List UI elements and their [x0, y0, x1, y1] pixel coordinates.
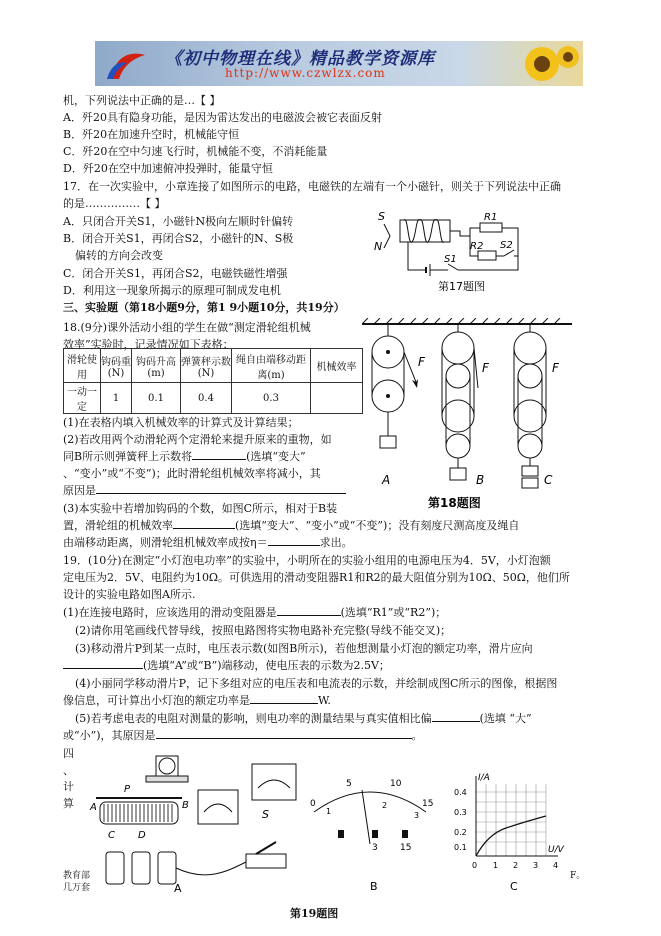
- section4-char-2: 、: [63, 764, 74, 777]
- q19-part-4b: [63, 692, 331, 709]
- fig19-sub-label-c: C: [510, 880, 518, 893]
- q17-option-a: A．只闭合开关S1，小磁针N极向左顺时针偏转: [63, 215, 294, 228]
- banner-url: http://www.czwlzx.com: [225, 66, 386, 80]
- terminal-label-15: 15: [400, 843, 412, 853]
- pulley-label-c: C: [544, 473, 553, 487]
- q19-part-5c-text: 或“小”)，其原因是: [63, 729, 156, 742]
- movable-pulley-c1: [514, 400, 546, 432]
- resistor-r2: [478, 251, 496, 260]
- table-cell: 0.4: [181, 383, 232, 414]
- fixed-pulley-c1: [514, 332, 546, 364]
- part-label-p: P: [124, 784, 131, 795]
- table-header-row: [64, 349, 363, 383]
- table-cell: 1: [101, 383, 132, 414]
- q18-caption: 第18题图: [428, 496, 481, 510]
- force-label-c: F: [552, 361, 559, 375]
- graph-y-tick: 0.1: [454, 843, 467, 852]
- q18-part-1: (1)在表格内填入机械效率的计算式及计算结果；: [63, 416, 299, 429]
- q17-label-r2: R2: [470, 241, 484, 252]
- section4-char-1: 四: [63, 747, 74, 760]
- q19-part-4b-text: 像信息，可计算出小灯泡的额定功率是: [63, 694, 250, 707]
- site-logo-icon: [101, 45, 151, 83]
- pulley-label-b: B: [476, 473, 485, 487]
- q19-line-3: 设计的实验电路如图A所示.: [63, 588, 196, 601]
- q18-part-3d: [63, 534, 353, 551]
- header-banner: [95, 41, 583, 86]
- q16-option-c: C．歼20在空中匀速飞行时，机械能不变，不消耗能量: [63, 145, 328, 158]
- battery-cell-3: [158, 852, 176, 884]
- sunflower-icon: [520, 43, 580, 85]
- weight-block-c2: [522, 478, 538, 488]
- q19-part-4c-text: W.: [318, 694, 331, 707]
- graph-x-label: U/V: [548, 845, 564, 855]
- table-header-cell: 绳自由端移动距离(m): [232, 349, 311, 383]
- dial-tick-5: 5: [346, 779, 352, 789]
- q16-option-a: A．歼20具有隐身功能，是因为雷达发出的电磁波会被它表面反射: [63, 111, 382, 124]
- section3-heading: 三、实验题（第18小题9分，第1 9小题10分，共19分）: [63, 301, 345, 314]
- q18-part-2a: (2)若改用两个动滑轮两个定滑轮来提升原来的重物，如: [63, 433, 332, 446]
- q17-label-r1: R1: [484, 212, 498, 223]
- battery-cell-2: [132, 852, 150, 884]
- q19-part-5d-text: 。: [411, 729, 423, 742]
- footer-fragment-1: 教育部: [63, 871, 91, 881]
- force-label-a: F: [418, 355, 425, 369]
- q17-label-s1: S1: [444, 254, 457, 265]
- section4-char-4: 算: [63, 797, 74, 810]
- part-label-s: S: [262, 808, 269, 821]
- dial-needle: [362, 790, 370, 844]
- section4-char-3: 计: [63, 780, 74, 793]
- battery-cell-1: [106, 852, 124, 884]
- q17-option-b: B．闭合开关S1，再闭合S2，小磁针的N、S极: [63, 232, 294, 245]
- q16-stem: 机，下列说法中正确的是…【 】: [63, 94, 221, 107]
- graph-y-tick: 0.4: [454, 788, 467, 797]
- answer-blank[interactable]: [63, 657, 143, 669]
- q19-figure-c-graph: [448, 772, 576, 896]
- q17-option-d: D．利用这一现象所揭示的原理可制成发电机: [63, 284, 281, 297]
- q17-stem-1: 17．在一次实验中，小章连接了如图所示的电路，电磁铁的左端有一个小磁针，则关于下列说法中正确: [63, 180, 561, 193]
- graph-y-tick: 0.2: [454, 828, 467, 837]
- fig19-sub-label-b: B: [370, 880, 378, 893]
- graph-y-tick: 0.3: [454, 808, 467, 817]
- movable-pulley-b1: [442, 400, 474, 432]
- dial-tick-15: 15: [422, 799, 434, 809]
- footer-fragment-2: 几万套: [63, 883, 91, 893]
- answer-blank[interactable]: [96, 482, 346, 494]
- q19-part-1b-text: (选填“R1”或“R2”)；: [340, 606, 447, 619]
- q17-label-n: N: [374, 240, 383, 253]
- table-cell: 一动一定: [64, 383, 101, 414]
- terminal-label-3: 3: [372, 843, 378, 853]
- q17-circuit-figure: [368, 206, 528, 294]
- table-cell: 0.1: [132, 383, 181, 414]
- graph-x-tick: 3: [533, 861, 539, 870]
- graph-x-tick: 1: [493, 861, 499, 870]
- part-label-c: C: [108, 830, 115, 841]
- weight-block-b: [450, 468, 466, 480]
- q19-part-5a: [75, 710, 532, 727]
- q18-data-table: [63, 348, 363, 414]
- q19-part-4a: (4)小丽同学移动滑片P，记下多组对应的电压表和电流表的示数，并绘制成图C所示的图像，根据图: [75, 677, 558, 690]
- fixed-pulley-b2: [446, 364, 470, 388]
- q18-part-2e-text: 原因是: [63, 484, 96, 497]
- q18-pulley-figure: [362, 318, 572, 518]
- weight-block-a: [380, 436, 396, 448]
- q18-part-3a: (3)本实验中若增加钩码的个数，如图C所示，相对于B装: [63, 502, 338, 515]
- terminal-negative: [338, 830, 344, 838]
- answer-blank[interactable]: [250, 692, 318, 704]
- switch-icon: [246, 854, 286, 868]
- answer-blank[interactable]: [173, 517, 235, 529]
- terminal-3v: [372, 830, 378, 838]
- q19-part-1a-text: (1)在连接电路时，应该选用的滑动变阻器是: [63, 606, 277, 619]
- graph-grid: [476, 784, 546, 856]
- q19-part-5b-text: (选填 “大”: [479, 712, 532, 725]
- q18-part-3c-text: (选填“变大”、“变小”或“不变”)；没有刻度尺测高度及绳自: [235, 519, 520, 532]
- answer-blank[interactable]: [192, 448, 246, 460]
- q18-part-2c-text: (选填“变大”: [246, 450, 306, 463]
- weight-block-c1: [522, 466, 538, 476]
- table-header-cell: 钩码升高(m): [132, 349, 181, 383]
- graph-x-tick: 2: [513, 861, 519, 870]
- table-cell[interactable]: [311, 383, 363, 414]
- q19-part-5c: [63, 727, 423, 744]
- part-label-b: B: [182, 800, 189, 811]
- answer-blank[interactable]: [268, 534, 320, 546]
- table-row: [64, 383, 363, 414]
- dial-tick-0: 0: [310, 799, 316, 809]
- q17-option-c: C．闭合开关S1，再闭合S2，电磁铁磁性增强: [63, 267, 288, 280]
- q16-option-d: D．歼20在空中加速俯冲投弹时，能量守恒: [63, 162, 273, 175]
- q17-label-s2: S2: [500, 240, 513, 251]
- resistor-r1: [480, 223, 502, 232]
- q18-part-2b-text: 同B所示则弹簧秤上示数将: [63, 450, 193, 463]
- q18-part-2b: [63, 448, 306, 465]
- dial-inner-1: 1: [326, 807, 332, 816]
- q18-line-1: 18.(9分)课外活动小组的学生在做“测定滑轮组机械: [63, 321, 311, 334]
- pulley-label-a: A: [382, 473, 391, 487]
- part-label-d: D: [138, 830, 146, 841]
- movable-pulley-b2: [446, 434, 470, 458]
- q18-part-3e-text: 求出。: [319, 536, 353, 549]
- q18-part-3b-text: 置，滑轮组的机械效率: [63, 519, 173, 532]
- q18-line-2: 效率”实验时，记录情况如下表格：: [63, 338, 234, 351]
- terminal-15v: [402, 830, 408, 838]
- table-header-cell: 弹簧秤示数(N): [181, 349, 232, 383]
- q19-line-2: 定电压为2．5V、电阻约为10Ω。可供选用的滑动变阻器R1和R2的最大阻值分别为10Ω、50Ω，他们所: [63, 571, 570, 584]
- q17-caption: 第17题图: [438, 280, 485, 293]
- q18-part-2e: [63, 482, 346, 499]
- movable-pulley-c2: [518, 434, 542, 458]
- q19-figure-a-apparatus: [86, 752, 306, 896]
- q18-part-2d: 、“变小”或“不变”)；此时滑轮组机械效率将减小，其: [63, 467, 321, 480]
- fig19-sub-label-a: A: [174, 882, 182, 895]
- q19-line-1: 19．(10分)在测定“小灯泡电功率”的实验中，小明所在的实验小组用的电源电压为4．5V，小灯泡额: [63, 554, 551, 567]
- q17-label-s: S: [378, 210, 385, 223]
- force-label-b: F: [482, 361, 489, 375]
- fixed-pulley-b1: [442, 332, 474, 364]
- q16-option-b: B．歼20在加速升空时，机械能守恒: [63, 128, 240, 141]
- q19-part-3a: (3)移动滑片P到某一点时，电压表示数(如图B所示)，若他想测量小灯泡的额定功率，滑片应向: [75, 642, 533, 655]
- coil-winding: [404, 220, 444, 243]
- table-header-cell: 机械效率: [311, 349, 363, 383]
- dial-tick-10: 10: [390, 779, 402, 789]
- q19-part-5a-text: (5)若考虑电表的电阻对测量的影响，则电功率的测量结果与真实值相比偏: [75, 712, 432, 725]
- q19-part-1: [63, 604, 446, 621]
- ammeter-icon: [198, 790, 238, 824]
- q18-part-3b: [63, 517, 519, 534]
- q17-option-b-cont: 偏转的方向会改变: [75, 249, 163, 262]
- table-header-cell: 钩码重(N): [101, 349, 132, 383]
- q19-part-3b-text: (选填“A”或“B”)端移动，使电压表的示数为2.5V；: [143, 659, 390, 672]
- answer-blank[interactable]: [277, 604, 341, 616]
- dial-inner-2: 2: [382, 801, 388, 810]
- table-header-cell: 滑轮使用: [64, 349, 101, 383]
- q19-caption: 第19题图: [290, 907, 339, 920]
- part-label-a: A: [90, 802, 97, 813]
- q19-part-2: (2)请你用笔画线代替导线，按照电路图将实物电路补充完整(导线不能交叉)；: [75, 624, 452, 637]
- fixed-pulley-c2: [518, 364, 542, 388]
- banner-title: 《初中物理在线》精品教学资源库: [165, 49, 435, 69]
- q19-figure-b-voltmeter: [306, 772, 434, 896]
- dial-inner-3: 3: [414, 811, 420, 820]
- compass-needle-icon: [384, 224, 390, 248]
- q17-stem-2: 的是……………【 】: [63, 197, 166, 210]
- graph-x-tick: 0: [472, 861, 478, 870]
- answer-blank[interactable]: [432, 710, 480, 722]
- graph-y-label: I/A: [478, 773, 490, 783]
- table-cell: 0.3: [232, 383, 311, 414]
- graph-x-tick: 4: [553, 861, 559, 870]
- q19-part-3b: [63, 657, 390, 674]
- q18-part-3d-text: 由端移动距离，则滑轮组机械效率成按η＝: [63, 536, 268, 549]
- answer-blank[interactable]: [156, 727, 412, 739]
- footer-fragment-3: F。: [570, 871, 586, 881]
- voltmeter-icon: [252, 764, 296, 800]
